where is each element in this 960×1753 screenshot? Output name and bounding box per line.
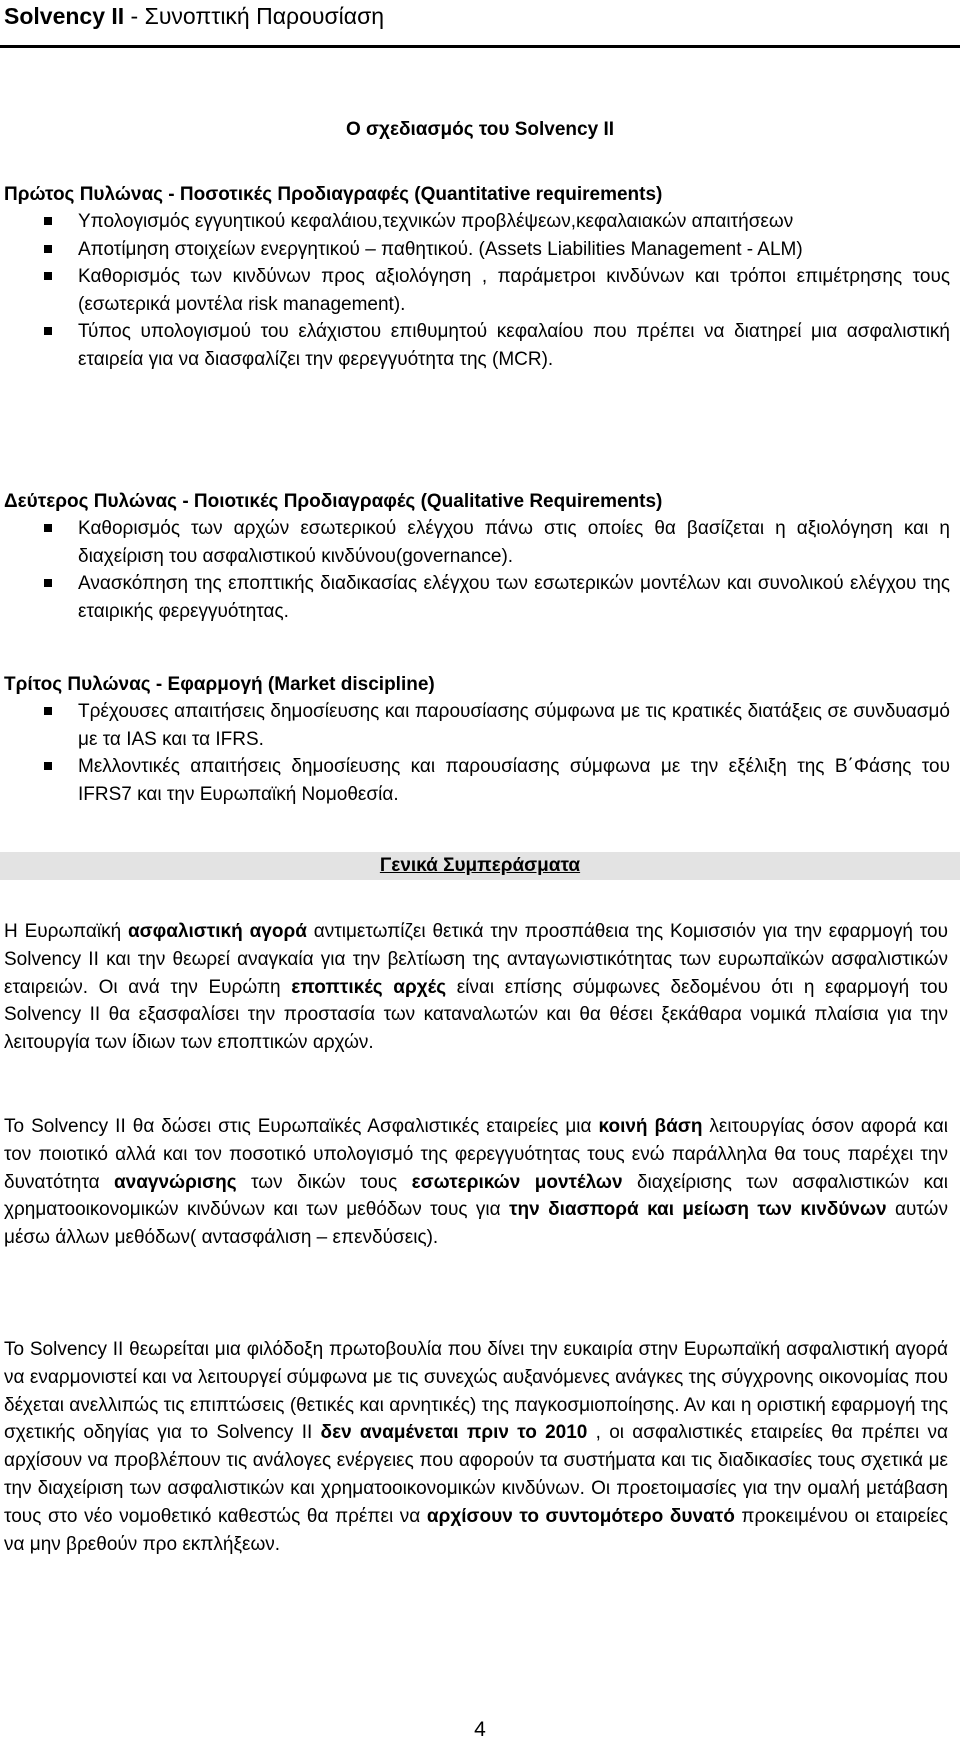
paragraph-3 bbox=[4, 1336, 948, 1558]
list-item: Καθορισμός των αρχών εσωτερικού ελέγχου πάνω στις οποίες θα βασίζεται η αξιολόγηση και η διαχείριση του ασφαλιστικού κινδύνου(governance). bbox=[0, 515, 950, 570]
text-run: Το Solvency II θα δώσει στις Ευρωπαϊκές Ασφαλιστικές εταιρείες μια bbox=[4, 1116, 599, 1137]
list-item: Τρέχουσες απαιτήσεις δημοσίευσης και παρουσίασης σύμφωνα με τις κρατικές διατάξεις σε συνδυασμό με τα IAS και τα IFRS. bbox=[0, 698, 950, 753]
paragraph-2 bbox=[4, 1113, 948, 1252]
list-item: Καθορισμός των κινδύνων προς αξιολόγηση , παράμετροι κινδύνων και τρόποι επιμέτρησης τους (εσωτερικά μοντέλα risk management). bbox=[0, 263, 950, 318]
pillar-2-title: Δεύτερος Πυλώνας - Ποιοτικές Προδιαγραφές (Qualitative Requirements) bbox=[4, 491, 663, 512]
list-item: Ανασκόπηση της εποπτικής διαδικασίας ελέγχου των εσωτερικών μοντέλων και συνολικού ελέγχου της εταιρικής φερεγγυότητας. bbox=[0, 570, 950, 625]
pillar-1-title: Πρώτος Πυλώνας - Ποσοτικές Προδιαγραφές (Quantitative requirements) bbox=[4, 184, 663, 205]
bold-run: αναγνώρισης bbox=[113, 1171, 237, 1193]
text-run: λειτουργίας όσον αφορά και τον ποιοτικό αλλά και τον ποσοτικό υπολογισμό της φερεγγυότητας τους ενώ παράλληλα θα τους παρέχει την δυνατότητα bbox=[4, 1116, 948, 1193]
text-run: των δικών τους bbox=[236, 1171, 412, 1193]
pillar-2-bullets bbox=[0, 515, 950, 625]
bold-run: εσωτερικών μοντέλων bbox=[411, 1171, 623, 1193]
text-run: αυτών μέσω άλλων μεθόδων( αντασφάλιση – επενδύσεις). bbox=[4, 1199, 948, 1249]
pillar-1-bullets bbox=[0, 208, 950, 373]
list-item: Υπολογισμός εγγυητικού κεφαλάιου,τεχνικών προβλέψεων,κεφαλαιακών απαιτήσεων bbox=[0, 208, 950, 236]
text-run: , οι ασφαλιστικές εταιρείες θα πρέπει να αρχίσουν να προβλέπουν τις ανάλογες ενέργειες που αφορούν τα συστήματα και τις διαδικασίες τους σχετικά με την διαχείριση των ασφαλιστικών και χρηματοοικονομικών κινδύνων. Οι προετοιμασίες για την ομαλή μετάβαση τους στο νέο νομοθετικό καθεστώς θα πρέπει να bbox=[4, 1422, 948, 1527]
conclusions-title bbox=[0, 852, 960, 880]
bold-run: εποπτικές αρχές bbox=[291, 976, 447, 998]
pillar-3-bullets bbox=[0, 698, 950, 808]
page-number: 4 bbox=[474, 1718, 486, 1741]
paragraph-1 bbox=[4, 918, 948, 1057]
bold-run: κοινή βάση bbox=[598, 1116, 703, 1137]
bold-run: ασφαλιστική αγορά bbox=[128, 921, 307, 942]
bold-run: την διασπορά και μείωση των κινδύνων bbox=[509, 1199, 887, 1221]
text-run: προκειμένου οι εταιρείες να μην βρεθούν προ εκπλήξεων. bbox=[4, 1505, 949, 1555]
text-run: Το Solvency II θεωρείται μια φιλόδοξη πρωτοβουλία που δίνει την ευκαιρία στην Ευρωπαϊκή ασφαλιστική αγορά να εναρμονιστεί και να λειτουργεί σύμφωνα με τις συνεχώς αυξανόμενες ανάγκες της σύγχρονης οικονομίας που δέχεται ανελλιπώς τις επιπτώσεις (θετικές και αρνητικές) της παγκοσμιοποίησης. Αν και η οριστική εφαρμογή της σχετικής οδηγίας για το Solvency II bbox=[4, 1339, 948, 1444]
bold-run: αρχίσουν το συντομότερο δυνατό bbox=[426, 1505, 735, 1527]
text-run: είναι επίσης σύμφωνες δεδομένου ότι η εφαρμογή του Solvency II θα εξασφαλίσει την προστασία των καταναλωτών και θα θέσει ξεκάθαρα νομικά πλαίσια για την λειτουργία των ίδιων των εποπτικών αρχών. bbox=[4, 976, 948, 1054]
header-brand: Solvency II bbox=[4, 3, 125, 29]
text-run: διαχείρισης των ασφαλιστικών και χρηματοοικονομικών κινδύνων και των μεθόδων τους για bbox=[4, 1171, 948, 1221]
header-subtitle: - Συνοπτική Παρουσίαση bbox=[124, 3, 385, 29]
list-item: Τύπος υπολογισμού του ελάχιστου επιθυμητού κεφαλαίου που πρέπει να διατηρεί μια ασφαλιστική εταιρεία για να διασφαλίζει την φερεγγυότητα της (MCR). bbox=[0, 318, 950, 373]
conclusions-title-text: Γενικά Συμπεράσματα bbox=[379, 855, 581, 876]
list-item: Αποτίμηση στοιχείων ενεργητικού – παθητικού. (Assets Liabilities Management - ALM) bbox=[0, 236, 950, 264]
list-item: Μελλοντικές απαιτήσεις δημοσίευσης και παρουσίασης σύμφωνα με την εξέλιξη της Β΄Φάσης του IFRS7 και την Ευρωπαϊκή Νομοθεσία. bbox=[0, 753, 950, 808]
text-run: αντιμετωπίζει θετικά την προσπάθεια της Κομισσιόν για την εφαρμογή του Solvency II και την θεωρεί αναγκαία για την βελτίωση της ανταγωνιστικότητας των ευρωπαϊκών ασφαλιστικών εταιρειών. Οι ανά την Ευρώπη bbox=[4, 921, 949, 998]
text-run: Η Ευρωπαϊκή bbox=[4, 921, 128, 942]
page-header bbox=[0, 0, 960, 48]
header-title bbox=[4, 2, 384, 30]
bold-run: δεν αναμένεται πριν το 2010 bbox=[320, 1422, 588, 1444]
pillar-3-title: Τρίτος Πυλώνας - Εφαρμογή (Market discipline) bbox=[4, 674, 435, 695]
design-title: Ο σχεδιασμός του Solvency II bbox=[345, 119, 615, 140]
